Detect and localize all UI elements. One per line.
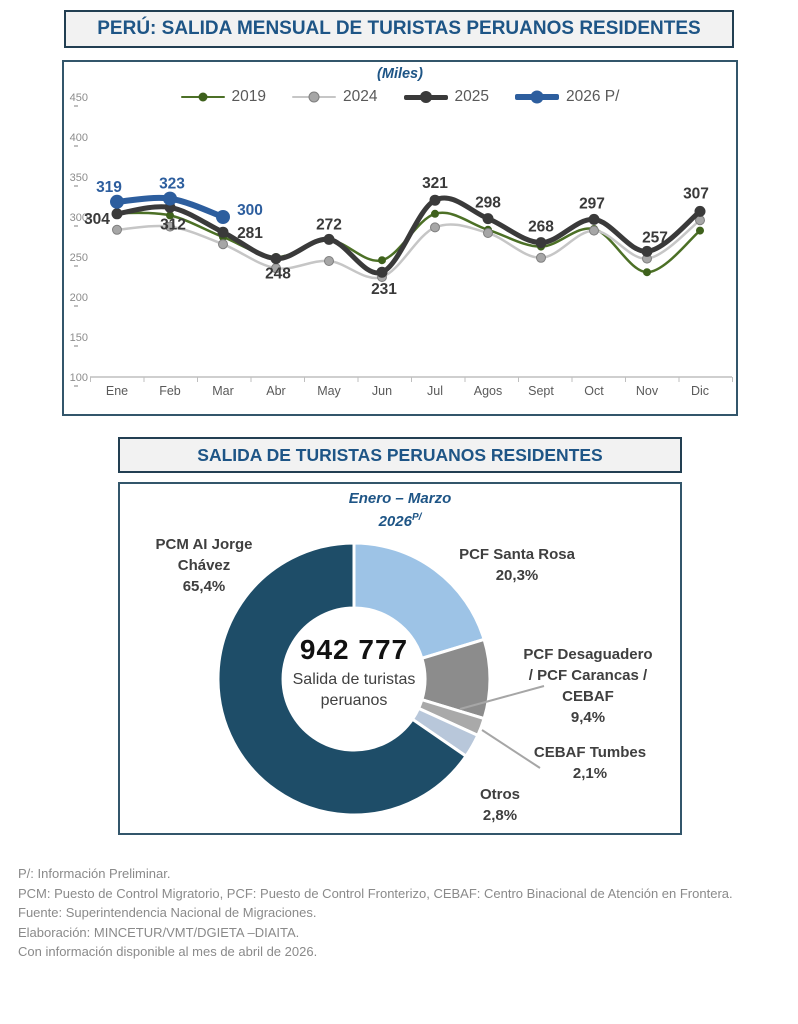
slice-label-line: CEBAF: [562, 688, 614, 705]
monthly-line-chart-panel: [62, 60, 738, 416]
y-axis-label: 350: [69, 172, 88, 184]
y-axis-label: 450: [69, 92, 88, 104]
x-axis-label: Dic: [690, 384, 710, 398]
slice-pct: 2,1%: [572, 765, 608, 782]
data-label: 323: [159, 175, 185, 193]
footnotes: [18, 864, 790, 962]
data-label: 231: [371, 281, 397, 299]
x-axis-label: Sept: [528, 384, 554, 398]
slice-label: [124, 534, 284, 597]
x-axis-label: Feb: [159, 384, 181, 398]
monthly-chart-title-bar: [64, 10, 734, 48]
center-caption-line: peruanos: [320, 692, 388, 709]
x-axis-label: Jun: [371, 384, 393, 398]
footnote-line: Fuente: Superintendencia Nacional de Migraciones.: [18, 905, 317, 920]
slice-pct: 9,4%: [570, 709, 606, 726]
period-superscript: P/: [411, 512, 422, 523]
x-axis-label: Mar: [212, 384, 234, 398]
slice-label-line: / PCF Carancas /: [528, 667, 648, 684]
monthly-chart-title: PERÚ: SALIDA MENSUAL DE TURISTAS PERUANOS RESIDENTES: [97, 18, 701, 39]
slice-label-line: PCF Desaguadero: [523, 646, 653, 663]
period-line1: Enero – Marzo: [348, 490, 452, 507]
period-line2: 2026: [378, 513, 412, 530]
data-label: 312: [160, 216, 186, 234]
series-marker: [216, 210, 230, 224]
y-axis-label: 150: [69, 332, 88, 344]
footnote-line: PCM: Puesto de Control Migratorio, PCF: Puesto de Control Fronterizo, CEBAF: Centro Binacional de Atención en Frontera.: [18, 885, 733, 901]
series-marker: [271, 253, 282, 264]
series-marker: [219, 240, 228, 249]
legend-label: 2019: [231, 88, 267, 105]
series-marker: [695, 206, 706, 217]
data-label: 297: [579, 195, 605, 213]
data-label: 281: [237, 225, 263, 243]
legend-label: 2024: [343, 88, 378, 105]
series-marker: [113, 225, 122, 234]
series-marker: [536, 237, 547, 248]
legend-label: 2025: [454, 88, 489, 105]
data-label: 248: [265, 265, 291, 283]
series-marker: [643, 268, 651, 276]
units-label: (Miles): [377, 66, 423, 82]
series-marker: [431, 223, 440, 232]
data-label: 268: [528, 218, 554, 236]
slice-label: [442, 544, 592, 586]
y-axis-label: 400: [69, 132, 88, 144]
donut-center-value: 942 777: [299, 634, 409, 665]
x-axis-label: Nov: [635, 384, 659, 398]
data-label: 298: [475, 194, 501, 212]
x-axis-label: Agos: [473, 384, 503, 398]
series-marker: [590, 226, 599, 235]
slice-label-line: PCM AI Jorge: [155, 536, 253, 553]
donut-chart-title-bar: [118, 437, 682, 473]
footnote-line: Con información disponible al mes de abril de 2026.: [18, 944, 318, 959]
data-label: 272: [316, 216, 342, 234]
series-marker: [696, 227, 704, 235]
x-axis-label: Jul: [427, 384, 443, 398]
donut-center-text: [244, 634, 464, 711]
series-marker: [483, 213, 494, 224]
legend-label: 2026 P/: [566, 88, 620, 105]
x-axis-label: May: [317, 384, 341, 398]
x-axis-label: Oct: [584, 384, 604, 398]
series-marker: [431, 210, 439, 218]
monthly-line-chart: [64, 62, 736, 414]
y-axis-label: 200: [69, 292, 88, 304]
data-label: 319: [96, 178, 122, 196]
slice-pct: 2,8%: [482, 807, 518, 824]
y-axis-label: 250: [69, 252, 88, 264]
x-axis-label: Abr: [266, 384, 286, 398]
donut-center-caption: [244, 669, 464, 711]
slice-label-line: CEBAF Tumbes: [533, 744, 647, 761]
slice-label: [510, 742, 670, 784]
series-marker: [324, 234, 335, 245]
data-label: 307: [683, 185, 709, 203]
donut-chart-panel: [118, 482, 682, 835]
series-marker: [218, 227, 229, 238]
series-marker: [430, 195, 441, 206]
series-marker: [377, 267, 388, 278]
series-marker: [484, 229, 493, 238]
series-marker: [537, 253, 546, 262]
center-caption-line: Salida de turistas: [292, 671, 416, 688]
slice-label: [450, 784, 550, 826]
footnote-line: P/: Información Preliminar.: [18, 866, 171, 881]
series-marker: [163, 192, 177, 206]
data-label: 321: [422, 175, 448, 193]
series-marker: [110, 195, 124, 209]
series-marker: [112, 208, 123, 219]
donut-chart-title: SALIDA DE TURISTAS PERUANOS RESIDENTES: [197, 444, 603, 465]
data-label: 300: [237, 202, 263, 219]
x-axis-label: Ene: [105, 384, 129, 398]
series-marker: [642, 246, 653, 257]
y-axis-label: 100: [69, 372, 88, 384]
slice-label-line: Otros: [479, 786, 520, 803]
footnote-line: Elaboración: MINCETUR/VMT/DGIETA –DIAITA.: [18, 924, 300, 940]
y-axis-label: 300: [69, 212, 88, 224]
series-marker: [325, 257, 334, 266]
data-label: 304: [84, 210, 110, 228]
slice-label-line: PCF Santa Rosa: [459, 546, 575, 563]
slice-label-line: Chávez: [177, 557, 231, 574]
series-marker: [378, 256, 386, 264]
series-marker: [589, 214, 600, 225]
slice-label: [500, 644, 676, 728]
slice-pct: 20,3%: [495, 567, 539, 584]
data-label: 257: [642, 229, 668, 247]
slice-pct: 65,4%: [182, 578, 226, 595]
